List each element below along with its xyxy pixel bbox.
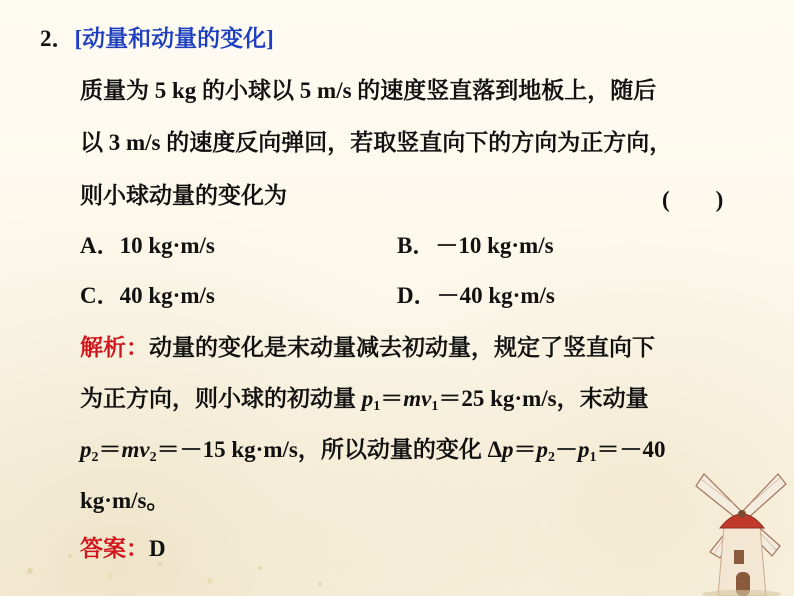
question-stem-line-1: 质量为 5 kg 的小球以 5 m/s 的速度竖直落到地板上，随后 xyxy=(80,78,657,103)
solution-text-3b: ＝－40 xyxy=(596,437,666,462)
symbol-p1b-sub: 1 xyxy=(589,450,597,465)
equals-2: ＝ xyxy=(98,437,122,462)
option-d[interactable]: D．－40 kg·m/s xyxy=(397,283,555,308)
equals-3: ＝ xyxy=(513,437,537,462)
solution-text-3a: ＝－15 kg·m/s，所以动量的变化 Δ xyxy=(156,437,502,462)
question-title xyxy=(40,24,274,54)
solution-label: 解析： xyxy=(80,335,149,360)
symbol-p1: p xyxy=(361,386,374,411)
solution-line-3 xyxy=(80,435,666,473)
symbol-delta-p: p xyxy=(502,437,514,462)
decorative-dots xyxy=(0,476,400,596)
symbol-mv1-sub: 1 xyxy=(431,399,439,414)
solution-line-2 xyxy=(80,384,649,422)
answer-label: 答案： xyxy=(80,536,149,561)
option-a[interactable]: A．10 kg·m/s xyxy=(80,233,215,258)
symbol-mv2: mv xyxy=(121,437,150,462)
option-c[interactable]: C．40 kg·m/s xyxy=(80,283,215,308)
solution-line-1 xyxy=(80,333,655,363)
answer-line xyxy=(80,534,166,564)
solution-line-4: kg·m/s。 xyxy=(80,488,170,513)
symbol-p2: p xyxy=(80,437,92,462)
symbol-p2-sub: 2 xyxy=(91,450,99,465)
equals-1: ＝ xyxy=(380,386,404,411)
solution-text-1: 动量的变化是末动量减去初动量，规定了竖直向下 xyxy=(149,335,655,360)
solution-text-2b: ＝25 kg·m/s，末动量 xyxy=(438,386,649,411)
windmill-illustration xyxy=(690,460,794,596)
symbol-p1b: p xyxy=(578,437,590,462)
solution-text-2a: 为正方向，则小球的初动量 xyxy=(80,386,362,411)
answer-parentheses: ( ) xyxy=(662,187,724,212)
question-stem-line-3: 则小球动量的变化为 xyxy=(80,183,287,208)
symbol-p1-sub: 1 xyxy=(373,399,381,414)
question-stem-line-2: 以 3 m/s 的速度反向弹回，若取竖直向下的方向为正方向， xyxy=(80,130,673,155)
symbol-mv1: mv xyxy=(403,386,432,411)
question-number: 2． xyxy=(40,26,75,51)
option-b[interactable]: B．－10 kg·m/s xyxy=(397,233,554,258)
minus-sign: － xyxy=(555,437,578,462)
symbol-p2b-sub: 2 xyxy=(548,450,555,465)
question-topic: [动量和动量的变化] xyxy=(74,26,274,51)
answer-value: D xyxy=(149,536,166,561)
symbol-p2b: p xyxy=(536,437,548,462)
symbol-mv2-sub: 2 xyxy=(149,450,157,465)
